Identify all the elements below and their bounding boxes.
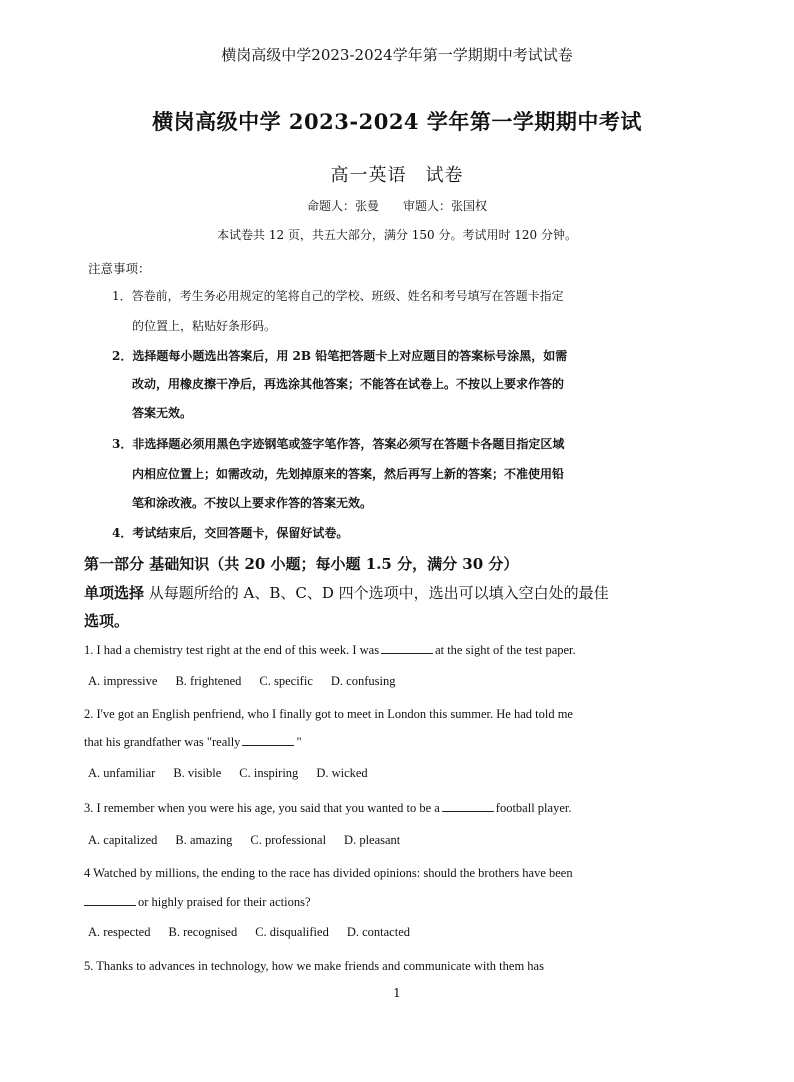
notice-item-2-line-1: 2．选择题每小题选出答案后，用 2B 铅笔把答题卡上对应题目的答案标号涂黑，如需 [112, 349, 568, 363]
part1-instruction-line-2: 选项。 [84, 612, 130, 630]
notice-item-4-line-1: 4．考试结束后，交回答题卡，保留好试卷。 [112, 526, 349, 540]
option-a: A. respected [88, 925, 151, 939]
option-c: C. specific [259, 674, 313, 688]
option-c: C. disqualified [255, 925, 329, 939]
question-4: 4 Watched by millions, the ending to the race has divided opinions: should the brothers have been [84, 866, 573, 880]
option-a: A. capitalized [88, 833, 158, 847]
answer-blank [442, 799, 494, 812]
option-b: B. visible [173, 766, 222, 780]
question-2-line-2: that his grandfather was "really " [84, 735, 302, 749]
exam-info: 本试卷共 12 页，共五大部分，满分 150 分。考试用时 120 分钟。 [217, 228, 577, 242]
answer-blank [242, 733, 294, 746]
option-d: D. pleasant [344, 833, 401, 847]
option-c: C. professional [250, 833, 327, 847]
page-number: 1 [393, 986, 401, 1000]
notice-heading: 注意事项： [88, 261, 151, 276]
question-3-options [88, 833, 418, 848]
question-4-line-2: or highly praised for their actions? [84, 893, 311, 910]
notice-item-1-line-1: 1．答卷前，考生务必用规定的笔将自己的学校、班级、姓名和考号填写在答题卡指定 [112, 289, 564, 303]
notice-item-2-line-3: 答案无效。 [132, 406, 193, 420]
question-2-options [88, 766, 386, 781]
question-4-options [88, 925, 428, 940]
question-2: 2. I've got an English penfriend, who I finally got to meet in London this summer. He had told me [84, 707, 573, 721]
option-b: B. recognised [168, 925, 238, 939]
option-d: D. wicked [316, 766, 368, 780]
option-d: D. contacted [346, 925, 410, 939]
part1-instruction-label: 单项选择 [84, 584, 145, 602]
exam-title: 横岗高级中学 2023-2024 学年第一学期期中考试 [152, 109, 642, 134]
answer-blank [84, 893, 136, 906]
part1-instruction-text: 从每题所给的 A、B、C、D 四个选项中，选出可以填入空白处的最佳 [144, 584, 609, 602]
notice-item-3-line-3: 笔和涂改液。不按以上要求作答的答案无效。 [132, 496, 373, 510]
option-a: A. unfamiliar [88, 766, 156, 780]
notice-item-3-line-1: 3．非选择题必须用黑色字迹钢笔或签字笔作答，答案必须写在答题卡各题目指定区域 [112, 437, 565, 451]
notice-item-3-line-2: 内相应位置上；如需改动，先划掉原来的答案，然后再写上新的答案；不准使用铅 [132, 467, 565, 481]
option-b: B. frightened [175, 674, 242, 688]
question-1-options [88, 674, 413, 689]
notice-item-1-line-2: 的位置上，粘贴好条形码。 [132, 319, 277, 333]
option-d: D. confusing [330, 674, 396, 688]
part1-heading: 第一部分 基础知识（共 20 小题；每小题 1.5 分，满分 30 分） [84, 555, 519, 573]
option-c: C. inspiring [239, 766, 299, 780]
question-3: 3. I remember when you were his age, you said that you wanted to be a football player. [84, 801, 572, 815]
exam-subtitle: 高一英语 试卷 [330, 165, 464, 186]
question-5: 5. Thanks to advances in technology, how we make friends and communicate with them has [84, 959, 544, 973]
option-b: B. amazing [175, 833, 233, 847]
notice-item-2-line-2: 改动，用橡皮擦干净后，再选涂其他答案；不能答在试卷上。不按以上要求作答的 [132, 377, 565, 391]
answer-blank [381, 641, 433, 654]
running-header: 横岗高级中学2023-2024学年第一学期期中考试试卷 [221, 46, 573, 64]
option-a: A. impressive [88, 674, 158, 688]
exam-authors: 命题人：张曼 审题人：张国权 [306, 199, 487, 213]
part1-instruction [84, 582, 609, 603]
question-1: 1. I had a chemistry test right at the end of this week. I was at the sight of the test paper. [84, 643, 576, 657]
